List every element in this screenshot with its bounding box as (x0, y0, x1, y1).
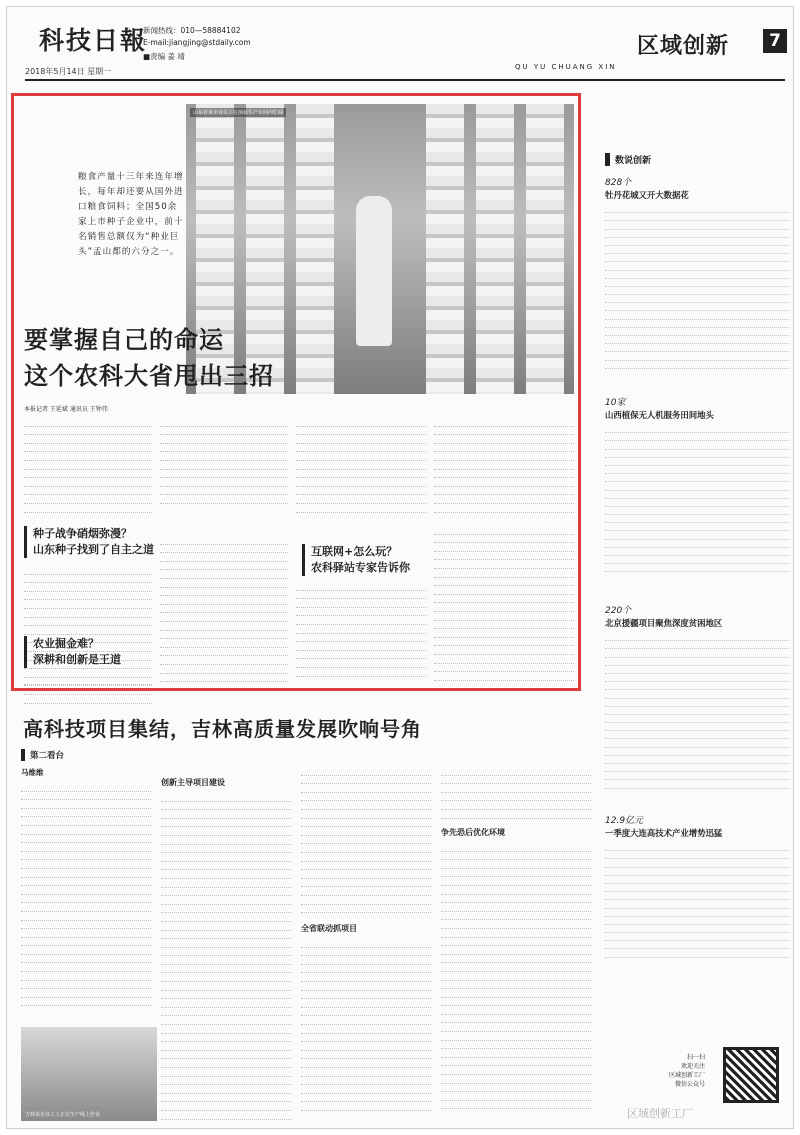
sidebar-item (605, 813, 789, 958)
section-title: 区域创新 (637, 34, 730, 59)
subhead-line: 农科驿站专家告诉你 (311, 561, 410, 574)
text-column (441, 767, 591, 823)
text-column (296, 582, 426, 682)
watermark: 区域创新工厂 (627, 1107, 693, 1120)
bottom-tag: 第二看台 (21, 749, 64, 761)
item-title: 北京援疆项目聚焦深度贫困地区 (605, 618, 723, 628)
qr-line: 欢迎关注 (681, 1063, 706, 1070)
item-title: 一季度大连高技术产业增势迅猛 (605, 828, 723, 838)
subhead-line: 互联网+怎么玩？ (311, 545, 398, 558)
photo-caption: 山东省某企业员工在菌菇生产车间内忙碌 (190, 108, 286, 117)
text-column (160, 418, 288, 508)
sidebar-item (605, 395, 789, 572)
subsection-title: 创新主导项目建设 (161, 778, 225, 787)
item-title: 山西植保无人机服务田间地头 (605, 410, 714, 420)
text-column (434, 526, 574, 686)
subsection-title: 争先恐后优化环境 (441, 828, 505, 837)
sidebar-tag: 数说创新 (605, 153, 789, 166)
section-pinyin: QU YU CHUANG XIN (515, 63, 617, 71)
subhead-internet (302, 544, 410, 576)
photo-worker (356, 196, 392, 346)
qr-code-icon[interactable] (723, 1047, 779, 1103)
subhead-line: 种子战争硝烟弥漫？ (33, 527, 132, 540)
item-number: 10家 (605, 398, 626, 408)
item-body (605, 205, 789, 369)
feature-article (11, 93, 581, 691)
qr-line: 微信公众号 (675, 1081, 706, 1088)
subhead-farming (24, 636, 121, 668)
sidebar-item (605, 603, 789, 789)
item-number: 12.9亿元 (605, 816, 644, 826)
text-column (21, 783, 151, 1019)
photo-shelf (296, 104, 334, 394)
item-title: 牡丹花城又开大数据花 (605, 190, 689, 200)
subhead-line: 深耕和创新是王道 (33, 653, 121, 666)
subhead-seed-war (24, 526, 154, 558)
text-column (160, 536, 288, 686)
bottom-photo-caption: 吉林某企业工人正在生产线上作业 (25, 1112, 101, 1118)
article-lede: 粮食产量十三年来连年增长，每年却还要从国外进口粮食饲料；全国50余家上市种子企业中，前十名销售总额仅为“种业巨头”孟山都的六分之一。 (78, 172, 184, 257)
qr-line: 扫一扫 (687, 1054, 706, 1061)
newspaper-page (6, 6, 794, 1129)
bottom-author: 马维维 (21, 768, 44, 777)
issue-date: 2018年5月14日 星期一 (25, 67, 112, 76)
page-number: 7 (763, 29, 787, 53)
article-headline (24, 322, 274, 394)
text-column (24, 418, 152, 518)
text-column (441, 843, 591, 1119)
photo-shelf (426, 104, 464, 394)
subsection-title: 全省联动抓项目 (301, 924, 357, 933)
qr-caption (669, 1053, 705, 1089)
editor-credit: ■责编 姜 靖 (143, 52, 185, 61)
text-column (301, 939, 431, 1119)
item-body (605, 843, 789, 958)
hotline: 新闻热线：010—58884102 (143, 26, 241, 35)
photo-shelf (526, 104, 564, 394)
item-number: 828个 (605, 178, 632, 188)
contact-info (143, 25, 251, 49)
item-number: 220个 (605, 606, 632, 616)
text-column (296, 418, 426, 518)
photo-shelf (476, 104, 514, 394)
article-byline: 本报记者 王延斌 通讯员 王钟伟 (24, 406, 108, 413)
text-column (301, 767, 431, 917)
bottom-photo (21, 1027, 157, 1121)
headline-line-2: 这个农科大省甩出三招 (24, 361, 274, 390)
qr-line: 区域创新工厂 (669, 1072, 706, 1079)
text-column (24, 676, 152, 692)
masthead (25, 19, 785, 76)
bottom-headline: 高科技项目集结，吉林高质量发展吹响号角 (23, 717, 422, 741)
newspaper-logo: 科技日報 (39, 26, 148, 55)
email: E-mail:jiangjing@stdaily.com (143, 38, 251, 47)
sidebar-item (605, 175, 789, 369)
headline-line-1: 要掌握自己的命运 (24, 325, 224, 354)
masthead-rule (25, 79, 785, 81)
item-body (605, 425, 789, 572)
subhead-line: 农业掘金难？ (33, 637, 99, 650)
text-column (161, 793, 291, 1123)
text-column (434, 418, 574, 518)
item-body (605, 633, 789, 789)
subhead-line: 山东种子找到了自主之道 (33, 543, 154, 556)
sidebar (605, 153, 789, 953)
